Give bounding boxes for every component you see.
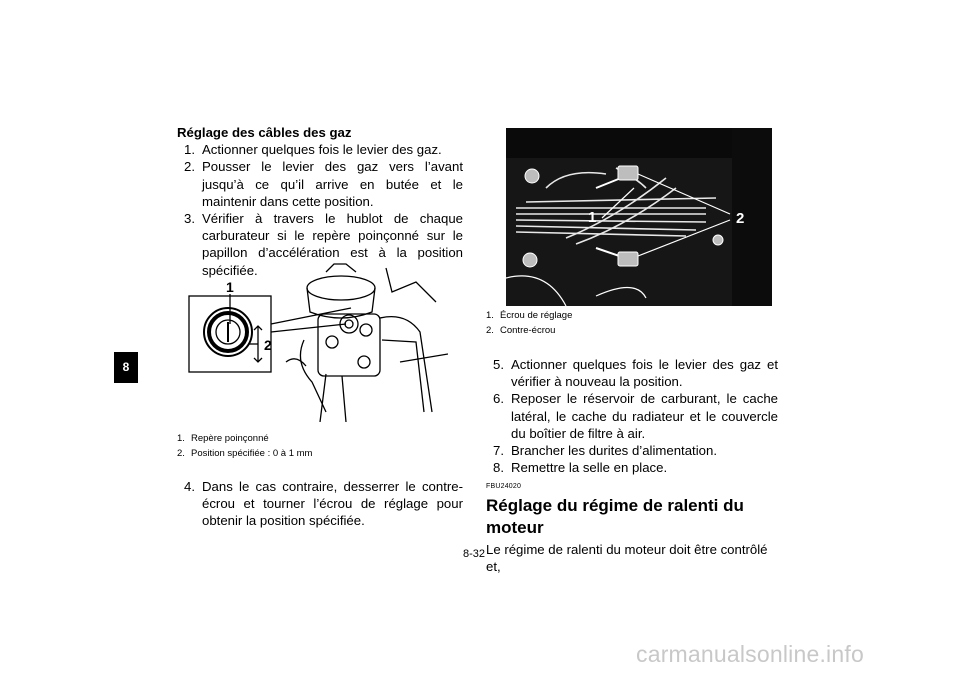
section-title: Réglage du régime de ralenti du moteur bbox=[486, 496, 744, 538]
left-column-bottom bbox=[177, 478, 463, 530]
page-number: 8-32 bbox=[463, 548, 486, 560]
caption-adjusting-nut: 1. Écrou de réglage bbox=[486, 310, 573, 321]
callout-2: 2 bbox=[264, 337, 272, 353]
left-captions bbox=[177, 431, 312, 461]
right-captions bbox=[486, 308, 572, 338]
callout-1: 1 bbox=[226, 279, 234, 295]
watermark: carmanualsonline.info bbox=[636, 641, 864, 667]
throttle-cable-heading: Réglage des câbles des gaz bbox=[177, 125, 352, 140]
caption-1: 1. Repère poinçonné bbox=[177, 433, 269, 444]
step-1: 1. Actionner quelques fois le levier des gaz. bbox=[184, 142, 442, 158]
step-6: 6. Reposer le réservoir de carburant, le cache latéral, le cache du radiateur et le couvercle du boîtier de filtre à air. bbox=[493, 391, 778, 441]
step-3: 3. Vérifier à travers le hublot de chaque carburateur si le repère poinçonné sur le papillon d’accélération est à la position spécifiée. bbox=[184, 211, 463, 278]
section-tab: 8 bbox=[114, 352, 138, 383]
step-5: 5. Actionner quelques fois le levier des gaz et vérifier à nouveau la position. bbox=[493, 357, 778, 390]
photo-callout-2: 2 bbox=[736, 210, 745, 227]
step-2: 2. Pousser le levier des gaz vers l’avant jusqu’à ce qu’il arrive en butée et le maintenir dans cette position. bbox=[184, 159, 463, 209]
right-column bbox=[486, 356, 778, 476]
photo-callout-1: 1 bbox=[588, 209, 597, 226]
step-4: 4. Dans le cas contraire, desserrer le contre-écrou et tourner l’écrou de réglage pour obtenir la position spécifiée. bbox=[184, 479, 463, 529]
section-intro: Le régime de ralenti du moteur doit être contrôlé et, bbox=[486, 542, 768, 575]
cable-photo bbox=[506, 128, 772, 306]
caption-2: 2. Position spécifiée : 0 à 1 mm bbox=[177, 448, 313, 459]
step-7: 7. Brancher les durites d’alimentation. bbox=[493, 443, 717, 459]
carburetor-figure bbox=[186, 262, 448, 422]
cable-photo-illustration bbox=[506, 128, 772, 306]
carburetor-illustration bbox=[186, 262, 448, 422]
section-code: FBU24020 bbox=[486, 483, 522, 490]
idle-speed-section bbox=[486, 478, 778, 576]
caption-locknut: 2. Contre-écrou bbox=[486, 325, 556, 336]
step-8: 8. Remettre la selle en place. bbox=[493, 460, 668, 476]
left-column bbox=[177, 124, 463, 279]
